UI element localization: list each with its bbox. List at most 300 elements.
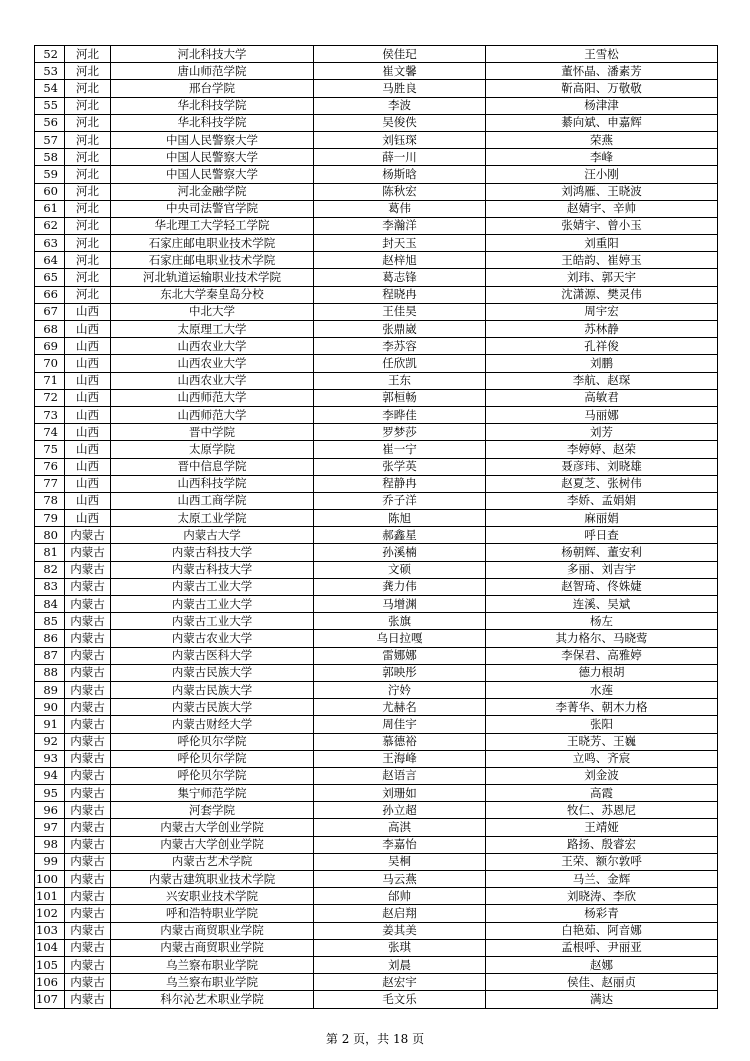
- student-name-cell: 陈旭: [314, 510, 486, 527]
- advisor-names-cell: 刘芳: [486, 424, 718, 441]
- institution-cell: 中央司法警官学院: [111, 200, 314, 217]
- institution-cell: 内蒙古民族大学: [111, 664, 314, 681]
- student-name-cell: 赵梓旭: [314, 252, 486, 269]
- student-name-cell: 毛文乐: [314, 991, 486, 1008]
- institution-cell: 内蒙古科技大学: [111, 561, 314, 578]
- student-name-cell: 葛伟: [314, 200, 486, 217]
- province-cell: 内蒙古: [65, 974, 111, 991]
- institution-cell: 山西农业大学: [111, 372, 314, 389]
- advisor-names-cell: 王晓芳、王巍: [486, 733, 718, 750]
- advisor-names-cell: 李菁华、朝木力格: [486, 699, 718, 716]
- row-number-cell: 88: [35, 664, 65, 681]
- table-row: [35, 424, 718, 441]
- advisor-names-cell: 其力格尔、马晓莺: [486, 630, 718, 647]
- row-number-cell: 96: [35, 802, 65, 819]
- advisor-names-cell: 路扬、殷睿宏: [486, 836, 718, 853]
- student-name-cell: 张鼎崴: [314, 321, 486, 338]
- province-cell: 山西: [65, 510, 111, 527]
- row-number-cell: 105: [35, 956, 65, 973]
- row-number-cell: 87: [35, 647, 65, 664]
- institution-cell: 河套学院: [111, 802, 314, 819]
- student-name-cell: 程静冉: [314, 475, 486, 492]
- table-row: [35, 630, 718, 647]
- table-row: [35, 269, 718, 286]
- province-cell: 内蒙古: [65, 527, 111, 544]
- table-row: [35, 217, 718, 234]
- institution-cell: 山西科技学院: [111, 475, 314, 492]
- advisor-names-cell: 赵婧宇、辛帅: [486, 200, 718, 217]
- student-name-cell: 孙溪楠: [314, 544, 486, 561]
- advisor-names-cell: 杨朝辉、董安利: [486, 544, 718, 561]
- student-name-cell: 张学英: [314, 458, 486, 475]
- student-name-cell: 李嘉怡: [314, 836, 486, 853]
- student-name-cell: 王海峰: [314, 750, 486, 767]
- province-cell: 山西: [65, 424, 111, 441]
- institution-cell: 内蒙古商贸职业学院: [111, 939, 314, 956]
- advisor-names-cell: 牧仁、苏恩尼: [486, 802, 718, 819]
- institution-cell: 山西师范大学: [111, 406, 314, 423]
- province-cell: 山西: [65, 303, 111, 320]
- province-cell: 内蒙古: [65, 871, 111, 888]
- advisor-names-cell: 水莲: [486, 681, 718, 698]
- row-number-cell: 56: [35, 114, 65, 131]
- row-number-cell: 59: [35, 166, 65, 183]
- advisor-names-cell: 王雪松: [486, 46, 718, 63]
- institution-cell: 内蒙古农业大学: [111, 630, 314, 647]
- advisor-names-cell: 汪小刚: [486, 166, 718, 183]
- institution-cell: 内蒙古医科大学: [111, 647, 314, 664]
- award-table: [34, 45, 718, 1009]
- table-row: [35, 131, 718, 148]
- advisor-names-cell: 杨左: [486, 613, 718, 630]
- institution-cell: 石家庄邮电职业技术学院: [111, 235, 314, 252]
- province-cell: 内蒙古: [65, 905, 111, 922]
- province-cell: 河北: [65, 217, 111, 234]
- row-number-cell: 76: [35, 458, 65, 475]
- student-name-cell: 吴俊佚: [314, 114, 486, 131]
- row-number-cell: 94: [35, 767, 65, 784]
- institution-cell: 华北科技学院: [111, 114, 314, 131]
- student-name-cell: 王佳昊: [314, 303, 486, 320]
- province-cell: 内蒙古: [65, 853, 111, 870]
- province-cell: 内蒙古: [65, 750, 111, 767]
- advisor-names-cell: 李婷婷、赵荣: [486, 441, 718, 458]
- row-number-cell: 65: [35, 269, 65, 286]
- institution-cell: 内蒙古民族大学: [111, 681, 314, 698]
- row-number-cell: 74: [35, 424, 65, 441]
- province-cell: 山西: [65, 458, 111, 475]
- table-row: [35, 664, 718, 681]
- province-cell: 内蒙古: [65, 888, 111, 905]
- row-number-cell: 67: [35, 303, 65, 320]
- advisor-names-cell: 李保君、高雅婷: [486, 647, 718, 664]
- province-cell: 河北: [65, 286, 111, 303]
- advisor-names-cell: 靳高阳、万敬敬: [486, 80, 718, 97]
- advisor-names-cell: 赵夏芝、张树伟: [486, 475, 718, 492]
- province-cell: 山西: [65, 389, 111, 406]
- student-name-cell: 尤赫名: [314, 699, 486, 716]
- student-name-cell: 郭桓畅: [314, 389, 486, 406]
- province-cell: 山西: [65, 372, 111, 389]
- province-cell: 内蒙古: [65, 922, 111, 939]
- row-number-cell: 57: [35, 131, 65, 148]
- institution-cell: 华北科技学院: [111, 97, 314, 114]
- province-cell: 河北: [65, 97, 111, 114]
- province-cell: 山西: [65, 492, 111, 509]
- row-number-cell: 66: [35, 286, 65, 303]
- province-cell: 河北: [65, 269, 111, 286]
- student-name-cell: 李波: [314, 97, 486, 114]
- row-number-cell: 79: [35, 510, 65, 527]
- row-number-cell: 97: [35, 819, 65, 836]
- row-number-cell: 99: [35, 853, 65, 870]
- advisor-names-cell: 刘玮、郭天宇: [486, 269, 718, 286]
- institution-cell: 内蒙古财经大学: [111, 716, 314, 733]
- table-body: [35, 46, 718, 1009]
- province-cell: 内蒙古: [65, 991, 111, 1008]
- advisor-names-cell: 张婧宇、曾小玉: [486, 217, 718, 234]
- advisor-names-cell: 德力根胡: [486, 664, 718, 681]
- institution-cell: 中国人民警察大学: [111, 166, 314, 183]
- province-cell: 内蒙古: [65, 716, 111, 733]
- row-number-cell: 54: [35, 80, 65, 97]
- institution-cell: 内蒙古工业大学: [111, 596, 314, 613]
- row-number-cell: 104: [35, 939, 65, 956]
- province-cell: 内蒙古: [65, 647, 111, 664]
- institution-cell: 内蒙古科技大学: [111, 544, 314, 561]
- row-number-cell: 103: [35, 922, 65, 939]
- student-name-cell: 吴桐: [314, 853, 486, 870]
- institution-cell: 内蒙古大学创业学院: [111, 819, 314, 836]
- row-number-cell: 70: [35, 355, 65, 372]
- province-cell: 内蒙古: [65, 836, 111, 853]
- institution-cell: 呼伦贝尔学院: [111, 733, 314, 750]
- advisor-names-cell: 苏林静: [486, 321, 718, 338]
- table-row: [35, 149, 718, 166]
- student-name-cell: 李苏容: [314, 338, 486, 355]
- table-row: [35, 888, 718, 905]
- row-number-cell: 58: [35, 149, 65, 166]
- table-row: [35, 114, 718, 131]
- row-number-cell: 60: [35, 183, 65, 200]
- table-row: [35, 922, 718, 939]
- advisor-names-cell: 多丽、刘吉宇: [486, 561, 718, 578]
- province-cell: 内蒙古: [65, 561, 111, 578]
- advisor-names-cell: 王皓韵、崔婷玉: [486, 252, 718, 269]
- advisor-names-cell: 沈潇源、樊灵伟: [486, 286, 718, 303]
- institution-cell: 东北大学秦皇岛分校: [111, 286, 314, 303]
- advisor-names-cell: 高敏君: [486, 389, 718, 406]
- row-number-cell: 53: [35, 63, 65, 80]
- province-cell: 内蒙古: [65, 664, 111, 681]
- table-row: [35, 406, 718, 423]
- row-number-cell: 77: [35, 475, 65, 492]
- table-row: [35, 286, 718, 303]
- row-number-cell: 95: [35, 785, 65, 802]
- student-name-cell: 封天玉: [314, 235, 486, 252]
- province-cell: 河北: [65, 131, 111, 148]
- province-cell: 内蒙古: [65, 802, 111, 819]
- institution-cell: 内蒙古商贸职业学院: [111, 922, 314, 939]
- province-cell: 河北: [65, 114, 111, 131]
- student-name-cell: 高淇: [314, 819, 486, 836]
- province-cell: 河北: [65, 46, 111, 63]
- table-row: [35, 991, 718, 1008]
- table-row: [35, 871, 718, 888]
- row-number-cell: 71: [35, 372, 65, 389]
- student-name-cell: 文硕: [314, 561, 486, 578]
- institution-cell: 内蒙古工业大学: [111, 578, 314, 595]
- province-cell: 内蒙古: [65, 613, 111, 630]
- province-cell: 山西: [65, 355, 111, 372]
- advisor-names-cell: 呼日查: [486, 527, 718, 544]
- student-name-cell: 乌日拉嘎: [314, 630, 486, 647]
- institution-cell: 中国人民警察大学: [111, 149, 314, 166]
- table-row: [35, 596, 718, 613]
- row-number-cell: 73: [35, 406, 65, 423]
- institution-cell: 河北金融学院: [111, 183, 314, 200]
- table-row: [35, 200, 718, 217]
- advisor-names-cell: 赵智琦、佟姝婕: [486, 578, 718, 595]
- institution-cell: 集宁师范学院: [111, 785, 314, 802]
- student-name-cell: 薛一川: [314, 149, 486, 166]
- province-cell: 内蒙古: [65, 630, 111, 647]
- table-row: [35, 819, 718, 836]
- student-name-cell: 郭映彤: [314, 664, 486, 681]
- province-cell: 河北: [65, 166, 111, 183]
- advisor-names-cell: 李峰: [486, 149, 718, 166]
- institution-cell: 内蒙古民族大学: [111, 699, 314, 716]
- row-number-cell: 68: [35, 321, 65, 338]
- table-row: [35, 681, 718, 698]
- row-number-cell: 86: [35, 630, 65, 647]
- advisor-names-cell: 刘重阳: [486, 235, 718, 252]
- row-number-cell: 92: [35, 733, 65, 750]
- institution-cell: 内蒙古大学: [111, 527, 314, 544]
- row-number-cell: 101: [35, 888, 65, 905]
- advisor-names-cell: 立鸣、齐宸: [486, 750, 718, 767]
- student-name-cell: 程晓冉: [314, 286, 486, 303]
- advisor-names-cell: 李航、赵琛: [486, 372, 718, 389]
- advisor-names-cell: 孔祥俊: [486, 338, 718, 355]
- province-cell: 河北: [65, 63, 111, 80]
- table-row: [35, 321, 718, 338]
- row-number-cell: 82: [35, 561, 65, 578]
- institution-cell: 石家庄邮电职业技术学院: [111, 252, 314, 269]
- row-number-cell: 64: [35, 252, 65, 269]
- student-name-cell: 马云燕: [314, 871, 486, 888]
- row-number-cell: 75: [35, 441, 65, 458]
- institution-cell: 河北科技大学: [111, 46, 314, 63]
- row-number-cell: 78: [35, 492, 65, 509]
- institution-cell: 邢台学院: [111, 80, 314, 97]
- student-name-cell: 葛志锋: [314, 269, 486, 286]
- table-row: [35, 905, 718, 922]
- student-name-cell: 乔子洋: [314, 492, 486, 509]
- advisor-names-cell: 张阳: [486, 716, 718, 733]
- table-row: [35, 303, 718, 320]
- row-number-cell: 63: [35, 235, 65, 252]
- advisor-names-cell: 麻丽娟: [486, 510, 718, 527]
- institution-cell: 山西工商学院: [111, 492, 314, 509]
- institution-cell: 晋中学院: [111, 424, 314, 441]
- province-cell: 山西: [65, 441, 111, 458]
- institution-cell: 科尔沁艺术职业学院: [111, 991, 314, 1008]
- table-row: [35, 492, 718, 509]
- province-cell: 内蒙古: [65, 785, 111, 802]
- student-name-cell: 马胜良: [314, 80, 486, 97]
- table-row: [35, 235, 718, 252]
- row-number-cell: 107: [35, 991, 65, 1008]
- advisor-names-cell: 赵娜: [486, 956, 718, 973]
- row-number-cell: 102: [35, 905, 65, 922]
- province-cell: 内蒙古: [65, 681, 111, 698]
- row-number-cell: 80: [35, 527, 65, 544]
- student-name-cell: 刘钰琛: [314, 131, 486, 148]
- institution-cell: 山西农业大学: [111, 355, 314, 372]
- row-number-cell: 81: [35, 544, 65, 561]
- table-row: [35, 974, 718, 991]
- student-name-cell: 任欣凯: [314, 355, 486, 372]
- institution-cell: 乌兰察布职业学院: [111, 956, 314, 973]
- table-row: [35, 578, 718, 595]
- institution-cell: 内蒙古大学创业学院: [111, 836, 314, 853]
- institution-cell: 兴安职业技术学院: [111, 888, 314, 905]
- province-cell: 内蒙古: [65, 596, 111, 613]
- province-cell: 内蒙古: [65, 578, 111, 595]
- province-cell: 河北: [65, 80, 111, 97]
- advisor-names-cell: 王荣、额尔敦呼: [486, 853, 718, 870]
- table-row: [35, 372, 718, 389]
- province-cell: 河北: [65, 252, 111, 269]
- table-row: [35, 836, 718, 853]
- row-number-cell: 91: [35, 716, 65, 733]
- province-cell: 内蒙古: [65, 699, 111, 716]
- student-name-cell: 王东: [314, 372, 486, 389]
- advisor-names-cell: 侯佳、赵丽贞: [486, 974, 718, 991]
- institution-cell: 晋中信息学院: [111, 458, 314, 475]
- advisor-names-cell: 綦向斌、申嘉辉: [486, 114, 718, 131]
- institution-cell: 太原学院: [111, 441, 314, 458]
- advisor-names-cell: 荣燕: [486, 131, 718, 148]
- table-row: [35, 527, 718, 544]
- table-row: [35, 853, 718, 870]
- row-number-cell: 106: [35, 974, 65, 991]
- table-row: [35, 647, 718, 664]
- institution-cell: 山西农业大学: [111, 338, 314, 355]
- row-number-cell: 98: [35, 836, 65, 853]
- student-name-cell: 赵语言: [314, 767, 486, 784]
- student-name-cell: 泞妗: [314, 681, 486, 698]
- table-row: [35, 97, 718, 114]
- advisor-names-cell: 马丽娜: [486, 406, 718, 423]
- student-name-cell: 刘晨: [314, 956, 486, 973]
- advisor-names-cell: 周宇宏: [486, 303, 718, 320]
- institution-cell: 太原工业学院: [111, 510, 314, 527]
- table-row: [35, 458, 718, 475]
- row-number-cell: 62: [35, 217, 65, 234]
- row-number-cell: 93: [35, 750, 65, 767]
- row-number-cell: 69: [35, 338, 65, 355]
- province-cell: 内蒙古: [65, 956, 111, 973]
- table-row: [35, 475, 718, 492]
- student-name-cell: 张旗: [314, 613, 486, 630]
- province-cell: 内蒙古: [65, 544, 111, 561]
- table-row: [35, 389, 718, 406]
- table-row: [35, 561, 718, 578]
- advisor-names-cell: 刘鸿雁、王晓波: [486, 183, 718, 200]
- student-name-cell: 张琪: [314, 939, 486, 956]
- table-row: [35, 613, 718, 630]
- advisor-names-cell: 连溪、吴斌: [486, 596, 718, 613]
- advisor-names-cell: 马兰、金辉: [486, 871, 718, 888]
- province-cell: 河北: [65, 149, 111, 166]
- row-number-cell: 61: [35, 200, 65, 217]
- province-cell: 河北: [65, 200, 111, 217]
- table-row: [35, 750, 718, 767]
- page-footer: 第 2 页，共 18 页: [325, 1032, 425, 1046]
- table-row: [35, 733, 718, 750]
- province-cell: 山西: [65, 338, 111, 355]
- table-row: [35, 785, 718, 802]
- student-name-cell: 崔文馨: [314, 63, 486, 80]
- table-row: [35, 441, 718, 458]
- advisor-names-cell: 白艳茹、阿音娜: [486, 922, 718, 939]
- row-number-cell: 89: [35, 681, 65, 698]
- institution-cell: 山西师范大学: [111, 389, 314, 406]
- advisor-names-cell: 孟根呼、尹丽亚: [486, 939, 718, 956]
- advisor-names-cell: 刘晓涛、李欣: [486, 888, 718, 905]
- student-name-cell: 杨斯晗: [314, 166, 486, 183]
- row-number-cell: 72: [35, 389, 65, 406]
- table-row: [35, 802, 718, 819]
- student-name-cell: 雷娜娜: [314, 647, 486, 664]
- row-number-cell: 55: [35, 97, 65, 114]
- table-row: [35, 544, 718, 561]
- table-row: [35, 338, 718, 355]
- province-cell: 内蒙古: [65, 767, 111, 784]
- student-name-cell: 龚力伟: [314, 578, 486, 595]
- institution-cell: 呼伦贝尔学院: [111, 750, 314, 767]
- institution-cell: 中国人民警察大学: [111, 131, 314, 148]
- province-cell: 内蒙古: [65, 939, 111, 956]
- table-row: [35, 355, 718, 372]
- advisor-names-cell: 高霞: [486, 785, 718, 802]
- table-row: [35, 63, 718, 80]
- student-name-cell: 李瀚洋: [314, 217, 486, 234]
- province-cell: 河北: [65, 183, 111, 200]
- table-row: [35, 699, 718, 716]
- row-number-cell: 84: [35, 596, 65, 613]
- advisor-names-cell: 杨津津: [486, 97, 718, 114]
- province-cell: 内蒙古: [65, 733, 111, 750]
- student-name-cell: 赵宏宇: [314, 974, 486, 991]
- student-name-cell: 赵启翔: [314, 905, 486, 922]
- advisor-names-cell: 杨彩青: [486, 905, 718, 922]
- table-row: [35, 252, 718, 269]
- student-name-cell: 孙立超: [314, 802, 486, 819]
- student-name-cell: 邰帅: [314, 888, 486, 905]
- province-cell: 山西: [65, 321, 111, 338]
- advisor-names-cell: 王靖娅: [486, 819, 718, 836]
- table-row: [35, 510, 718, 527]
- student-name-cell: 罗梦莎: [314, 424, 486, 441]
- table-row: [35, 939, 718, 956]
- student-name-cell: 郝鑫星: [314, 527, 486, 544]
- student-name-cell: 慕德裕: [314, 733, 486, 750]
- province-cell: 山西: [65, 406, 111, 423]
- province-cell: 河北: [65, 235, 111, 252]
